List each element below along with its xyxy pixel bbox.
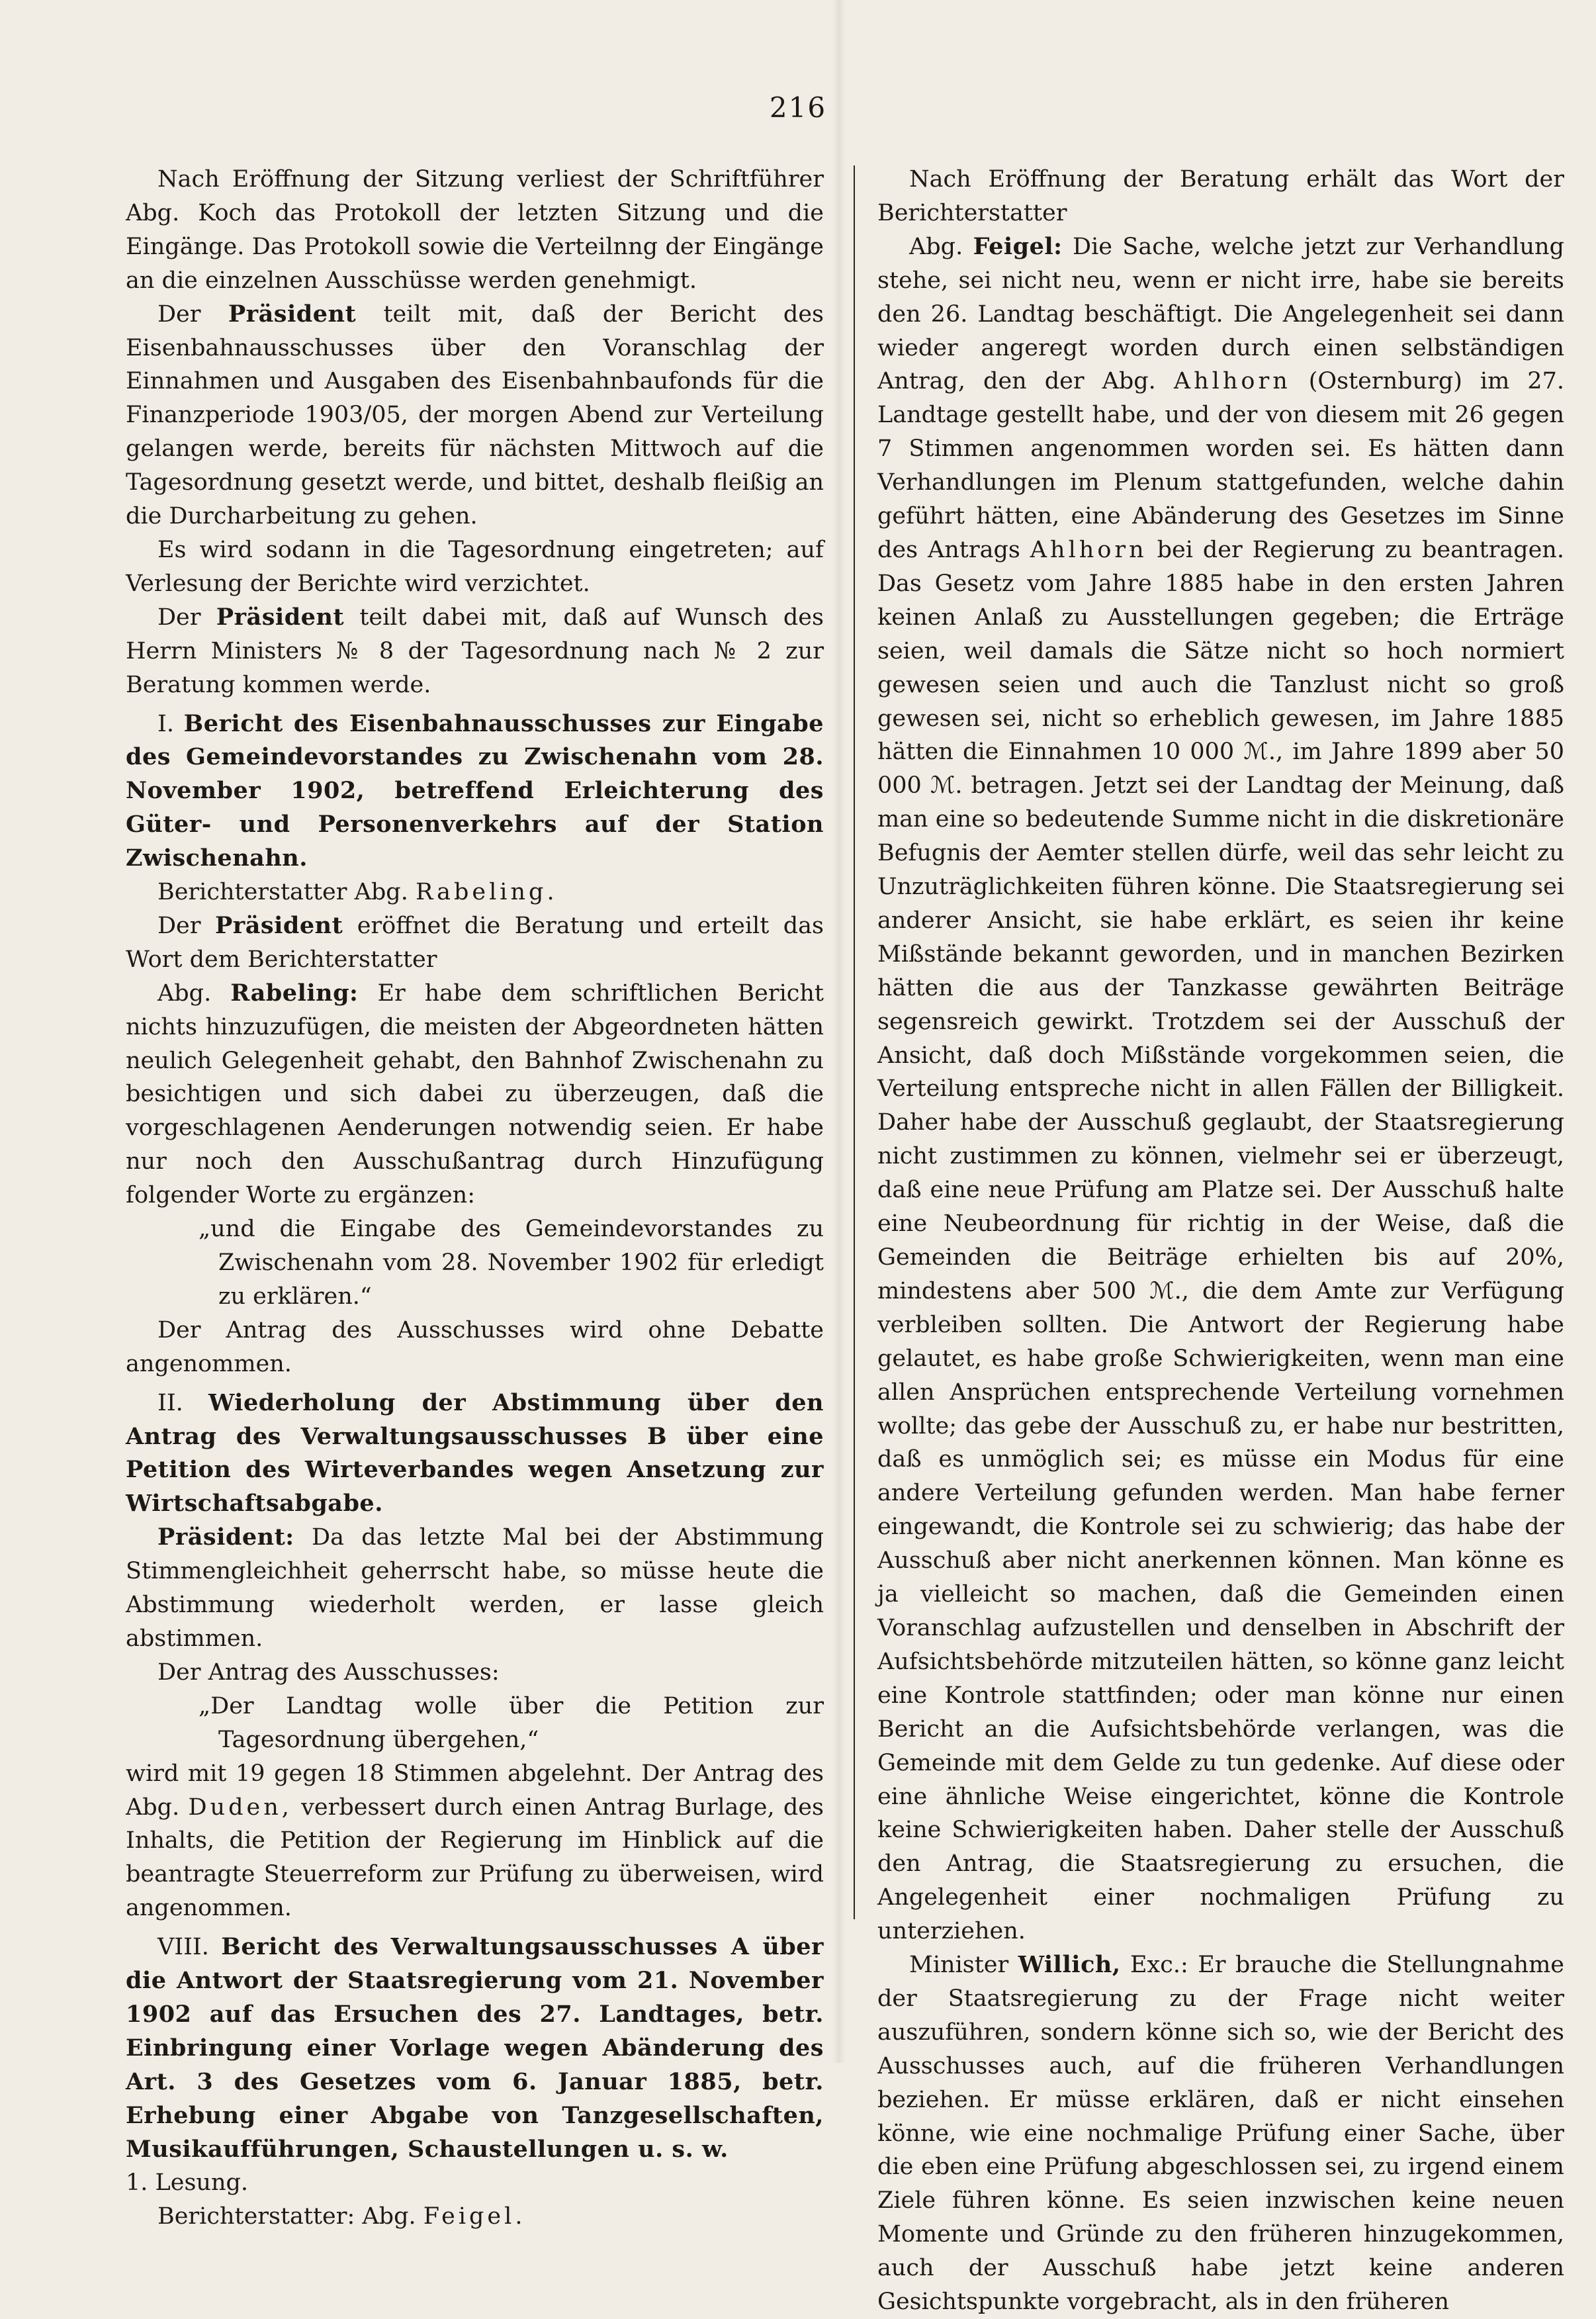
section-heading	[126, 1931, 824, 2166]
speaker-name: Präsident:	[157, 1523, 294, 1551]
paragraph	[877, 230, 1564, 1948]
speaker-name: Präsident	[214, 911, 343, 939]
text: teilt mit, daß der Bericht des Eisenbahnausschusses über den Voranschlag der Einnahmen und Ausgaben des Eisenbahnbaufonds für die Finanzperiode 1903/05, der morgen Abend zur Verteilung gelangen werde, bereits für nächsten Mittwoch auf die Tagesordnung gesetzt werde, und bittet, deshalb fleißig an die Durcharbeitung zu gehen.	[126, 300, 824, 530]
paragraph	[126, 601, 824, 702]
section-number: II.	[157, 1389, 183, 1416]
text: Exc.:	[1130, 1952, 1188, 1979]
speaker-name: Präsident	[228, 300, 357, 328]
text: (Osternburg) im 27. Landtage gestellt habe, und der von diesem mit 26 gegen 7 Stimmen angenommen worden sei. Es hätten dann Verhandlungen im Plenum stattgefunden, welche dahin geführt hätten, eine Abänderung des Gesetzes im Sinne des Antrags	[877, 368, 1564, 563]
text: wird mit 19 gegen 18 Stimmen abgelehnt. Der Antrag des Abg.	[126, 1760, 824, 1821]
paragraph	[126, 909, 824, 977]
text: teilt dabei mit, daß auf Wunsch des Herrn Ministers № 8 der Tagesordnung nach № 2 zur Beratung kommen werde.	[126, 604, 824, 698]
reporter-name: Rabeling.	[415, 879, 558, 906]
text: Minister	[909, 1952, 1009, 1979]
text: verbessert durch einen Antrag Burlage, des Inhalts, die Petition der Regierung im Hinblick auf die beantragte Steuerreform zur Prüfung zu überweisen, wird angenommen.	[126, 1794, 824, 1922]
member-name: Ahlhorn	[1173, 368, 1291, 395]
speaker-name: Rabeling:	[230, 979, 359, 1007]
reporter-line	[126, 2200, 824, 2234]
text: eröffnet die Beratung und erteilt das Wort dem Berichterstatter	[126, 912, 824, 973]
text: Abg.	[909, 233, 963, 260]
section-title: Verwaltungsausschusses A über die Antwort der Staatsregierung vom 21. November 1902 auf das Ersuchen des 27. Landtages, betr. Einbringung einer Vorlage wegen Abänderung des Art. 3 des Gesetzes vom 6. Januar 1885, betr. Erhebung einer Abgabe von Tanzgesellschaften, Musikaufführungen, Schaustellungen u. s. w.	[126, 1933, 824, 2163]
paragraph: Nach Eröffnung der Beratung erhält das Wort der Berichterstatter	[877, 166, 1564, 226]
speaker-name: Willich,	[1018, 1951, 1121, 1979]
text: Abg.	[157, 979, 212, 1007]
paragraph	[126, 1521, 824, 1656]
paragraph: Der Antrag des Ausschusses:	[157, 1659, 500, 1686]
text: Er brauche die Stellungnahme der Staatsregierung zu der Frage nicht weiter auszuführen, sondern könne sich so, wie der Bericht des Ausschusses auch, auf die früheren Verhandlungen beziehen. Er müsse erklären, daß er nicht einsehen könne, wie eine nochmalige Prüfung einer Sache, über die eben eine Prüfung abgeschlossen sei, zu irgend einem Ziele führen könne. Es seien inzwischen keine neuen Momente und Gründe zu den früheren hinzugekommen, auch der Ausschuß habe jetzt keine anderen Gesichtspunkte vorgebracht, als in den früheren	[877, 1952, 1564, 2316]
member-name: Ahlhorn	[1030, 536, 1147, 563]
column-divider	[854, 165, 855, 1919]
section-heading	[126, 707, 824, 876]
page-fold-shadow	[832, 0, 846, 2063]
left-column	[126, 163, 824, 2234]
reporter-line	[126, 876, 824, 909]
text: Der	[157, 912, 201, 939]
paragraph	[126, 1757, 824, 1926]
text: Berichterstatter Abg.	[157, 879, 408, 906]
section-heading	[126, 1387, 824, 1522]
paragraph: Nach Eröffnung der Sitzung verliest der Schriftführer Abg. Koch das Protokoll der letzten Sitzung und die Eingänge. Das Protokoll sowie die Verteilnng der Eingänge an die einzelnen Ausschüsse werden genehmigt.	[126, 166, 824, 294]
paragraph: Es wird sodann in die Tagesordnung eingetreten; auf Verlesung der Berichte wird verzichtet.	[126, 536, 824, 597]
quote: „Der Landtag wolle über die Petition zur Tagesordnung übergehen,“	[199, 1692, 824, 1753]
speaker-name: Präsident	[216, 603, 345, 631]
speaker-name: Feigel:	[973, 232, 1063, 260]
paragraph	[877, 1948, 1564, 2319]
reading-line: 1. Lesung.	[126, 2169, 249, 2197]
paragraph	[126, 977, 824, 1212]
section-lead: Bericht des	[221, 1933, 379, 1961]
page-number: 216	[769, 91, 827, 124]
section-title: Wiederholung der Abstimmung über den Antrag des Verwaltungsausschusses B über eine Petition des Wirteverbandes wegen Ansetzung zur Wirtschaftsabgabe.	[126, 1388, 824, 1518]
section-number: VIII.	[157, 1934, 209, 1961]
paragraph	[126, 298, 824, 533]
section-number: I.	[157, 710, 174, 737]
right-column	[877, 163, 1564, 2319]
text: Da das letzte Mal bei der Abstimmung Stimmengleichheit geherrscht habe, so müsse heute die Abstimmung wiederholt werden, er lasse gleich abstimmen.	[126, 1524, 824, 1652]
text: Berichterstatter: Abg.	[157, 2203, 416, 2230]
paragraph: Der Antrag des Ausschusses wird ohne Debatte angenommen.	[126, 1316, 824, 1377]
member-name: Duden,	[188, 1794, 292, 1821]
text: Der	[157, 300, 201, 328]
text: Die Sache, welche jetzt zur Verhandlung stehe, sei nicht neu, wenn er nicht irre, habe sie bereits den 26. Landtag beschäftigt. Die Angelegenheit sei dann wieder angeregt worden durch einen selbständigen Antrag, den der Abg.	[877, 233, 1564, 395]
section-title: Bericht des Eisenbahnausschusses zur Eingabe des Gemeindevorstandes zu Zwischenahn vom 28. November 1902, betreffend Erleichterung des Güter- und Personenverkehrs auf der Station Zwischenahn.	[126, 709, 824, 872]
text: bei der Regierung zu beantragen. Das Gesetz vom Jahre 1885 habe in den ersten Jahren keinen Anlaß zu Ausstellungen gegeben; die Erträge seien, weil damals die Sätze nicht so hoch normiert gewesen seien und auch die Tanzlust nicht so groß gewesen sei, nicht so erheblich gewesen, im Jahre 1885 hätten die Einnahmen 10 000 ℳ., im Jahre 1899 aber 50 000 ℳ. betragen. Jetzt sei der Landtag der Meinung, daß man eine so bedeutende Summe nicht in die diskretionäre Befugnis der Aemter stellen dürfe, weil das sehr leicht zu Unzuträglichkeiten führen könne. Die Staatsregierung sei anderer Ansicht, sie habe erklärt, es seien ihr keine Mißstände bekannt geworden, und in manchen Bezirken hätten die aus der Tanzkasse gewährten Beiträge segensreich gewirkt. Trotzdem sei der Ausschuß der Ansicht, daß doch Mißstände vorgekommen seien, die Verteilung entspreche nicht in allen Fällen der Billigkeit. Daher habe der Ausschuß geglaubt, der Staatsregierung nicht zustimmen zu können, vielmehr sei er überzeugt, daß eine neue Prüfung am Platze sei. Der Ausschuß halte eine Neubeordnung für richtig in der Weise, daß die Gemeinden die Beiträge erhielten bis auf 20%, mindestens aber 500 ℳ., die dem Amte zur Verfügung verbleiben sollten. Die Antwort der Regierung habe gelautet, es habe große Schwierigkeiten, wenn man eine allen Ansprüchen entsprechende Verteilung vornehmen wollte; das gebe der Ausschuß zu, er habe nur bestritten, daß es unmöglich sei; es müsse ein Modus für eine andere Verteilung gefunden werden. Man habe ferner eingewandt, die Kontrole sei zu schwierig; das habe der Ausschuß aber nicht anerkennen können. Man könne es ja vielleicht so machen, daß die Gemeinden einen Voranschlag aufzustellen und denselben in Abschrift der Aufsichtsbehörde mitzuteilen hätten, so könne ganz leicht eine Kontrole stattfinden; oder man könne nur einen Bericht an die Aufsichtsbehörde verlangen, was die Gemeinde mit dem Gelde zu tun gedenke. Auf diese oder eine ähnliche Weise eingerichtet, könne die Kontrole keine Schwierigkeiten haben. Daher stelle der Ausschuß den Antrag, die Staatsregierung zu ersuchen, die Angelegenheit einer nochmaligen Prüfung zu unterziehen.	[877, 536, 1565, 1945]
text: Der	[157, 604, 201, 631]
reporter-name: Feigel.	[423, 2203, 526, 2230]
quote: „und die Eingabe des Gemeindevorstandes zu Zwischenahn vom 28. November 1902 für erledigt zu erklären.“	[199, 1216, 824, 1310]
text: Er habe dem schriftlichen Bericht nichts hinzuzufügen, die meisten der Abgeordneten hätten neulich Gelegenheit gehabt, den Bahnhof Zwischenahn zu besichtigen und sich dabei zu überzeugen, daß die vorgeschlagenen Aenderungen notwendig seien. Er habe nur noch den Ausschußantrag durch Hinzufügung folgender Worte zu ergänzen:	[126, 979, 824, 1209]
